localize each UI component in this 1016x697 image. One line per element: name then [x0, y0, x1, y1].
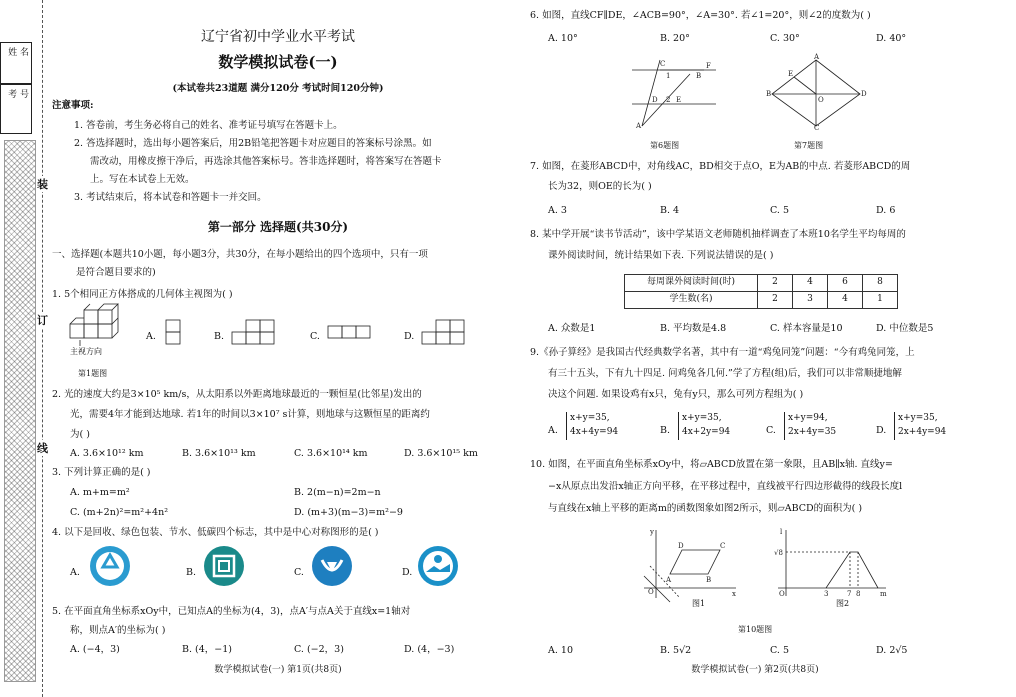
notes-heading: 注意事项:: [52, 100, 94, 111]
note-3: 3. 考试结束后，将本试卷和答题卡一并交回。: [74, 192, 267, 203]
q1-option-b[interactable]: B.: [214, 331, 225, 342]
exam-subtitle: 数学模拟试卷(一): [218, 53, 338, 71]
q9-system-d: [894, 412, 946, 440]
q8-option-b[interactable]: B. 平均数是4.8: [660, 323, 727, 334]
q10-figure-1: [640, 526, 740, 602]
q7-line-1: 7. 如图，在菱形ABCD中，对角线AC，BD相交于点O，E为AB的中点. 若菱形ABCD的周: [530, 161, 911, 172]
q10-option-c[interactable]: C. 5: [770, 645, 790, 656]
low-carbon-logo-icon: [418, 546, 458, 586]
note-2-cont: 需改动，用橡皮擦干净后，再选涂其他答案标号。答非选择题时，将答案写在答题卡: [90, 156, 442, 167]
q7-option-c[interactable]: C. 5: [770, 205, 790, 216]
footer-right: 数学模拟试卷(一) 第2页(共8页): [691, 665, 819, 675]
exam-title: 辽宁省初中学业水平考试: [201, 29, 355, 45]
q8-line-2: 课外阅读时间，统计结果如下表. 下列说法错误的是( ): [548, 250, 774, 261]
q3-stem: 3. 下列计算正确的是( ): [52, 467, 151, 478]
q9-system-a: [566, 412, 618, 440]
svg-text:l: l: [780, 528, 783, 536]
q1-view-label: 主视方向: [70, 347, 102, 356]
svg-text:E: E: [788, 70, 794, 78]
number-label: 考 号: [8, 90, 29, 100]
bind-char-ding: 订: [37, 314, 48, 327]
q5-option-c[interactable]: C. (−2，3): [294, 644, 344, 655]
green-package-logo-icon: [204, 546, 244, 586]
q2-option-d[interactable]: D. 3.6×10¹⁵ km: [404, 448, 478, 459]
table-cell: 2: [758, 275, 793, 292]
hatch-pattern: [4, 140, 36, 682]
q1-figure-d: [420, 318, 468, 348]
q10-option-a[interactable]: A. 10: [548, 645, 573, 656]
part1-intro-2: 是符合题目要求的): [76, 267, 156, 278]
q5-option-a[interactable]: A. (−4，3): [70, 644, 120, 655]
table-row: [625, 292, 898, 309]
q10-figure-2: [774, 526, 890, 602]
q4-option-a[interactable]: A.: [70, 567, 80, 578]
q10-option-d[interactable]: D. 2√5: [876, 645, 908, 656]
binding-strip: [0, 0, 48, 697]
q2-option-c[interactable]: C. 3.6×10¹⁴ km: [294, 448, 368, 459]
q4-option-b[interactable]: B.: [186, 567, 197, 578]
svg-text:B: B: [706, 576, 712, 584]
q5-option-d[interactable]: D. (4，−3): [404, 644, 455, 655]
q2-line-3: 为( ): [70, 429, 90, 440]
q10-line-3: 与直线在x轴上平移的距离m的函数图象如图2所示，则▱ABCD的面积为( ): [548, 503, 863, 514]
binding-line: [42, 0, 43, 697]
q9-a-eq2: 4x+4y=94: [570, 426, 619, 437]
svg-text:B: B: [696, 72, 702, 80]
q10-line-1: 10. 如图，在平面直角坐标系xOy中，将▱ABCD放置在第一象限，且AB∥x轴. 直线y=: [530, 459, 893, 470]
svg-text:1: 1: [666, 72, 671, 80]
q2-option-b[interactable]: B. 3.6×10¹³ km: [182, 448, 256, 459]
table-cell: 4: [793, 275, 828, 292]
table-cell: 每周课外阅读时间(时): [625, 275, 758, 292]
q9-line-1: 9.《孙子算经》是我国古代经典数学名著，其中有一道“鸡兔同笼”问题：“今有鸡兔同笼，上: [530, 347, 915, 358]
q6-option-b[interactable]: B. 20°: [660, 33, 690, 44]
svg-text:F: F: [706, 62, 711, 70]
q6-stem: 6. 如图，直线CF∥DE，∠ACB=90°，∠A=30°. 若∠1=20°，则∠2的度数为( ): [530, 10, 871, 21]
q9-system-b: [678, 412, 730, 440]
q9-line-3: 决这个问题. 如果设鸡有x只，兔有y只，那么可列方程组为( ): [548, 389, 804, 400]
q7-option-d[interactable]: D. 6: [876, 205, 896, 216]
q6-caption: 第6题图: [650, 141, 680, 150]
exam-info: (本试卷共23道题 满分120分 考试时间120分钟): [172, 83, 384, 94]
q2-option-a[interactable]: A. 3.6×10¹² km: [70, 448, 144, 459]
q9-line-2: 有三十五头，下有九十四足. 问鸡兔各几何.”学了方程(组)后，我们可以非常顺捷地解: [548, 368, 902, 379]
name-label: 姓 名: [8, 48, 29, 58]
q8-option-d[interactable]: D. 中位数是5: [876, 323, 934, 334]
svg-text:y: y: [650, 528, 654, 536]
q5-option-b[interactable]: B. (4，−1): [182, 644, 232, 655]
svg-text:2: 2: [666, 96, 671, 104]
q8-line-1: 8. 某中学开展“读书节活动”，该中学某语文老师随机抽样调查了本班10名学生平均每周的: [530, 229, 906, 240]
svg-text:x: x: [732, 590, 736, 598]
q9-system-c: [784, 412, 836, 440]
q7-caption: 第7题图: [794, 141, 824, 150]
q3-option-c[interactable]: C. (m+2n)²=m²+4n²: [70, 507, 169, 518]
bind-char-zhuang: 装: [37, 178, 48, 191]
svg-text:C: C: [720, 542, 726, 550]
q10-caption: 第10题图: [738, 625, 773, 634]
part1-intro-1: 一、选择题(本题共10小题，每小题3分，共30分，在每小题给出的四个选项中，只有一项: [52, 249, 428, 260]
q2-line-1: 2. 光的速度大约是3×10⁵ km/s，从太阳系以外距离地球最近的一颗恒星(比邻星)发出的: [52, 389, 422, 400]
q8-table: [624, 274, 898, 309]
q3-option-d[interactable]: D. (m+3)(m−3)=m²−9: [294, 507, 403, 518]
q1-figure-a: [164, 318, 184, 348]
q4-option-c[interactable]: C.: [294, 567, 304, 578]
q2-line-2: 光，需要4年才能到达地球. 若1年的时间以3×10⁷ s计算，则地球与这颗恒星的距离约: [70, 409, 430, 420]
q9-option-a[interactable]: A.: [548, 425, 558, 436]
q9-d-eq2: 2x+4y=94: [898, 426, 947, 437]
water-saving-logo-icon: [312, 546, 352, 586]
q7-figure: [766, 54, 866, 130]
q6-option-a[interactable]: A. 10°: [548, 33, 578, 44]
footer-left: 数学模拟试卷(一) 第1页(共8页): [214, 665, 342, 675]
q10-fig2-label: 图2: [836, 599, 850, 608]
q6-option-c[interactable]: C. 30°: [770, 33, 800, 44]
recycle-logo-icon: [90, 546, 130, 586]
name-box: [0, 42, 32, 84]
q9-d-eq1: x+y=35,: [898, 413, 938, 423]
svg-text:O: O: [818, 96, 824, 104]
svg-text:A: A: [666, 576, 672, 584]
q9-b-eq2: 4x+2y=94: [682, 426, 731, 437]
table-cell: 4: [828, 292, 863, 309]
svg-text:D: D: [652, 96, 658, 104]
svg-text:A: A: [814, 53, 820, 61]
note-2: 2. 答选择题时，选出每小题答案后，用2B铅笔把答题卡对应题目的答案标号涂黑。如: [74, 138, 432, 149]
q7-line-2: 长为32，则OE的长为( ): [548, 181, 652, 192]
svg-text:D: D: [678, 542, 684, 550]
table-cell: 6: [828, 275, 863, 292]
note-1: 1. 答卷前，考生务必将自己的姓名、准考证号填写在答题卡上。: [74, 120, 343, 131]
svg-text:O: O: [648, 588, 654, 596]
table-cell: 1: [863, 292, 898, 309]
q9-c-eq2: 2x+4y=35: [788, 426, 837, 437]
q8-option-a[interactable]: A. 众数是1: [548, 323, 596, 334]
q10-fig1-label: 图1: [692, 599, 706, 608]
q9-option-b[interactable]: B.: [660, 425, 671, 436]
svg-text:8: 8: [856, 590, 861, 598]
q8-option-c[interactable]: C. 样本容量是10: [770, 323, 843, 334]
svg-text:7: 7: [847, 590, 852, 598]
number-box: [0, 84, 32, 134]
q10-line-2: −x从原点出发沿x轴正方向平移，在平移过程中，直线被平行四边形截得的线段长度l: [548, 481, 903, 492]
svg-text:E: E: [676, 96, 682, 104]
q9-option-d[interactable]: D.: [876, 425, 887, 436]
q6-option-d[interactable]: D. 40°: [876, 33, 907, 44]
svg-text:O: O: [779, 590, 785, 598]
q1-option-c[interactable]: C.: [310, 331, 320, 342]
q9-c-eq1: x+y=94,: [788, 413, 828, 423]
q7-option-a[interactable]: A. 3: [548, 205, 567, 216]
q5-line-1: 5. 在平面直角坐标系xOy中，已知点A的坐标为(4，3)，点A′与点A关于直线x=1轴对: [52, 606, 411, 617]
note-2-end: 上。写在本试卷上无效。: [90, 174, 195, 185]
table-cell: 学生数(名): [625, 292, 758, 309]
q9-b-eq1: x+y=35,: [682, 413, 722, 423]
q3-option-a[interactable]: A. m+m=m²: [70, 487, 130, 498]
q1-option-a[interactable]: A.: [146, 331, 156, 342]
svg-text:A: A: [636, 122, 642, 130]
svg-text:D: D: [861, 90, 867, 98]
svg-text:B: B: [766, 90, 772, 98]
table-cell: 2: [758, 292, 793, 309]
q1-stem: 1. 5个相同正方体搭成的几何体主视图为( ): [52, 289, 233, 300]
q1-solid-figure: [68, 306, 128, 348]
q7-option-b[interactable]: B. 4: [660, 205, 680, 216]
table-cell: 8: [863, 275, 898, 292]
q3-option-b[interactable]: B. 2(m−n)=2m−n: [294, 487, 381, 498]
q9-a-eq1: x+y=35,: [570, 413, 610, 423]
q9-option-c[interactable]: C.: [766, 425, 776, 436]
q1-option-d[interactable]: D.: [404, 331, 415, 342]
q4-stem: 4. 以下是回收、绿色包装、节水、低碳四个标志，其中是中心对称图形的是( ): [52, 527, 379, 538]
table-cell: 3: [793, 292, 828, 309]
q10-option-b[interactable]: B. 5√2: [660, 645, 692, 656]
svg-text:3: 3: [824, 590, 829, 598]
svg-text:C: C: [660, 60, 666, 68]
svg-text:√8: √8: [774, 549, 783, 557]
svg-text:m: m: [880, 590, 887, 598]
svg-text:C: C: [814, 124, 820, 132]
q1-figure-c: [326, 324, 374, 344]
q5-line-2: 称，则点A′的坐标为( ): [70, 625, 166, 636]
q1-figure-b: [230, 318, 278, 348]
table-row: [625, 275, 898, 292]
part1-heading: 第一部分 选择题(共30分): [207, 220, 349, 234]
q4-option-d[interactable]: D.: [402, 567, 413, 578]
q6-figure: [630, 54, 720, 130]
q1-caption: 第1题图: [78, 369, 108, 378]
bind-char-xian: 线: [37, 442, 48, 455]
